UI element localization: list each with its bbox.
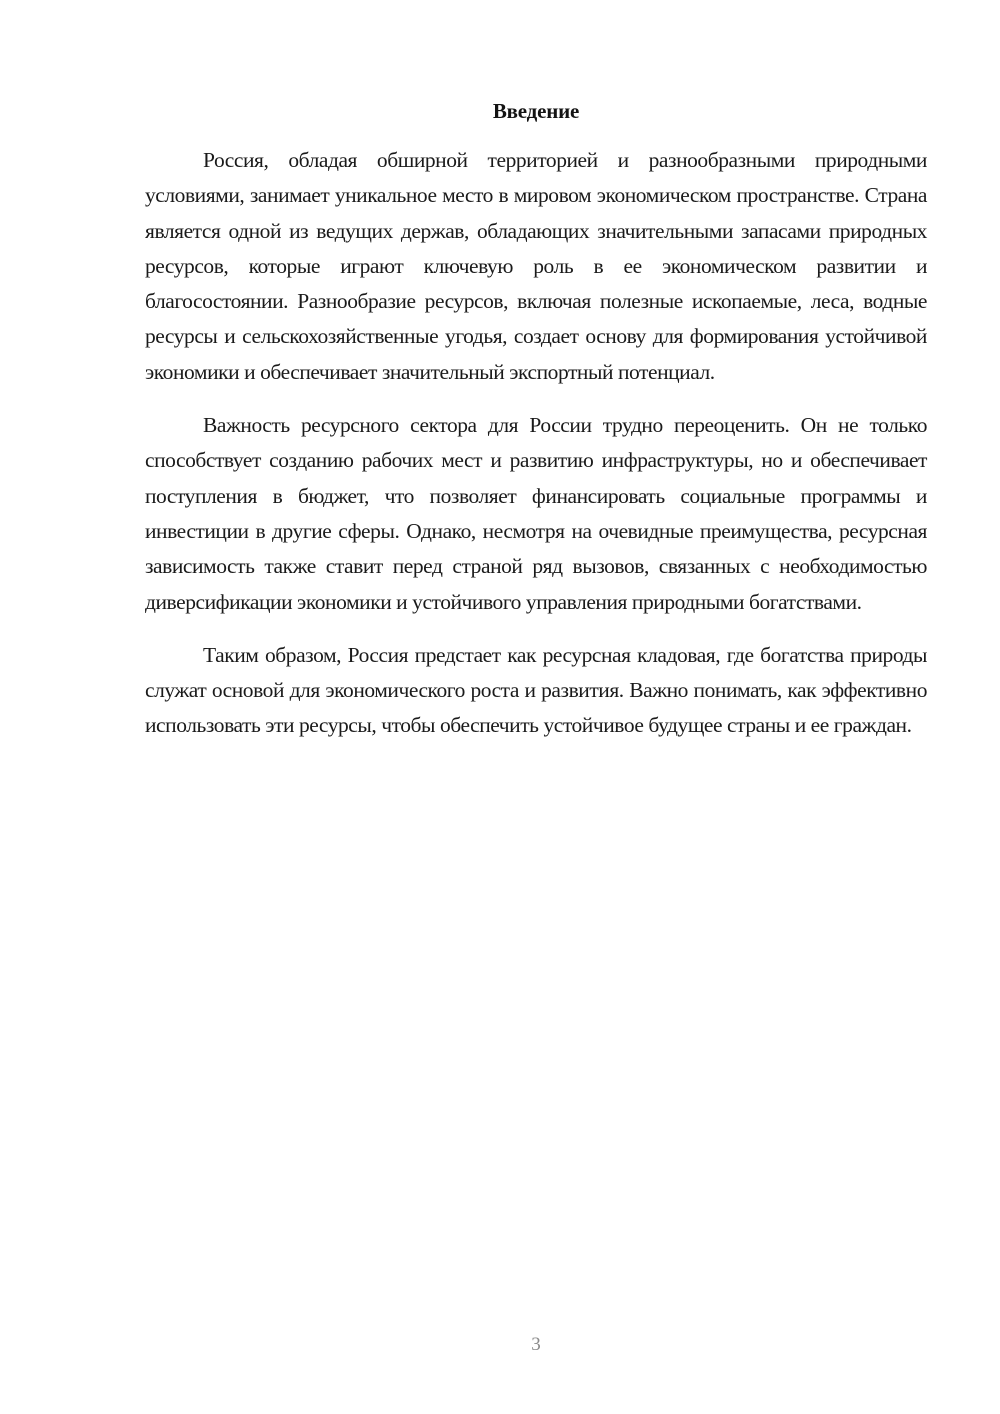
paragraph-1: Россия, обладая обширной территорией и разнообразными природными условиями, занимает уникальное место в мировом экономическом пространстве. Страна является одной из ведущих держав, обладающих значительными запасами природных ресурсов, которые играют ключевую роль в ее экономическом развитии и благосостоянии. Разнообразие ресурсов, включая полезные ископаемые, леса, водные ресурсы и сельскохозяйственные угодья, создает основу для формирования устойчивой экономики и обеспечивает значительный экспортный потенциал. [145,148,927,384]
paragraph-3: Таким образом, Россия предстает как ресурсная кладовая, где богатства природы служат основой для экономического роста и развития. Важно понимать, как эффективно использовать эти ресурсы, чтобы обеспечить устойчивое будущее страны и ее граждан. [145,642,927,738]
section-heading: Введение [492,99,580,123]
page-number: 3 [531,1334,541,1355]
paragraph-2: Важность ресурсного сектора для России трудно переоценить. Он не только способствует созданию рабочих мест и развитию инфраструктуры, но и обеспечивает поступления в бюджет, что позволяет финансировать социальные программы и инвестиции в другие сферы. Однако, несмотря на очевидные преимущества, ресурсная зависимость также ставит перед страной ряд вызовов, связанных с необходимостью диверсификации экономики и устойчивого управления природными богатствами. [145,413,927,614]
body-text [145,143,927,762]
